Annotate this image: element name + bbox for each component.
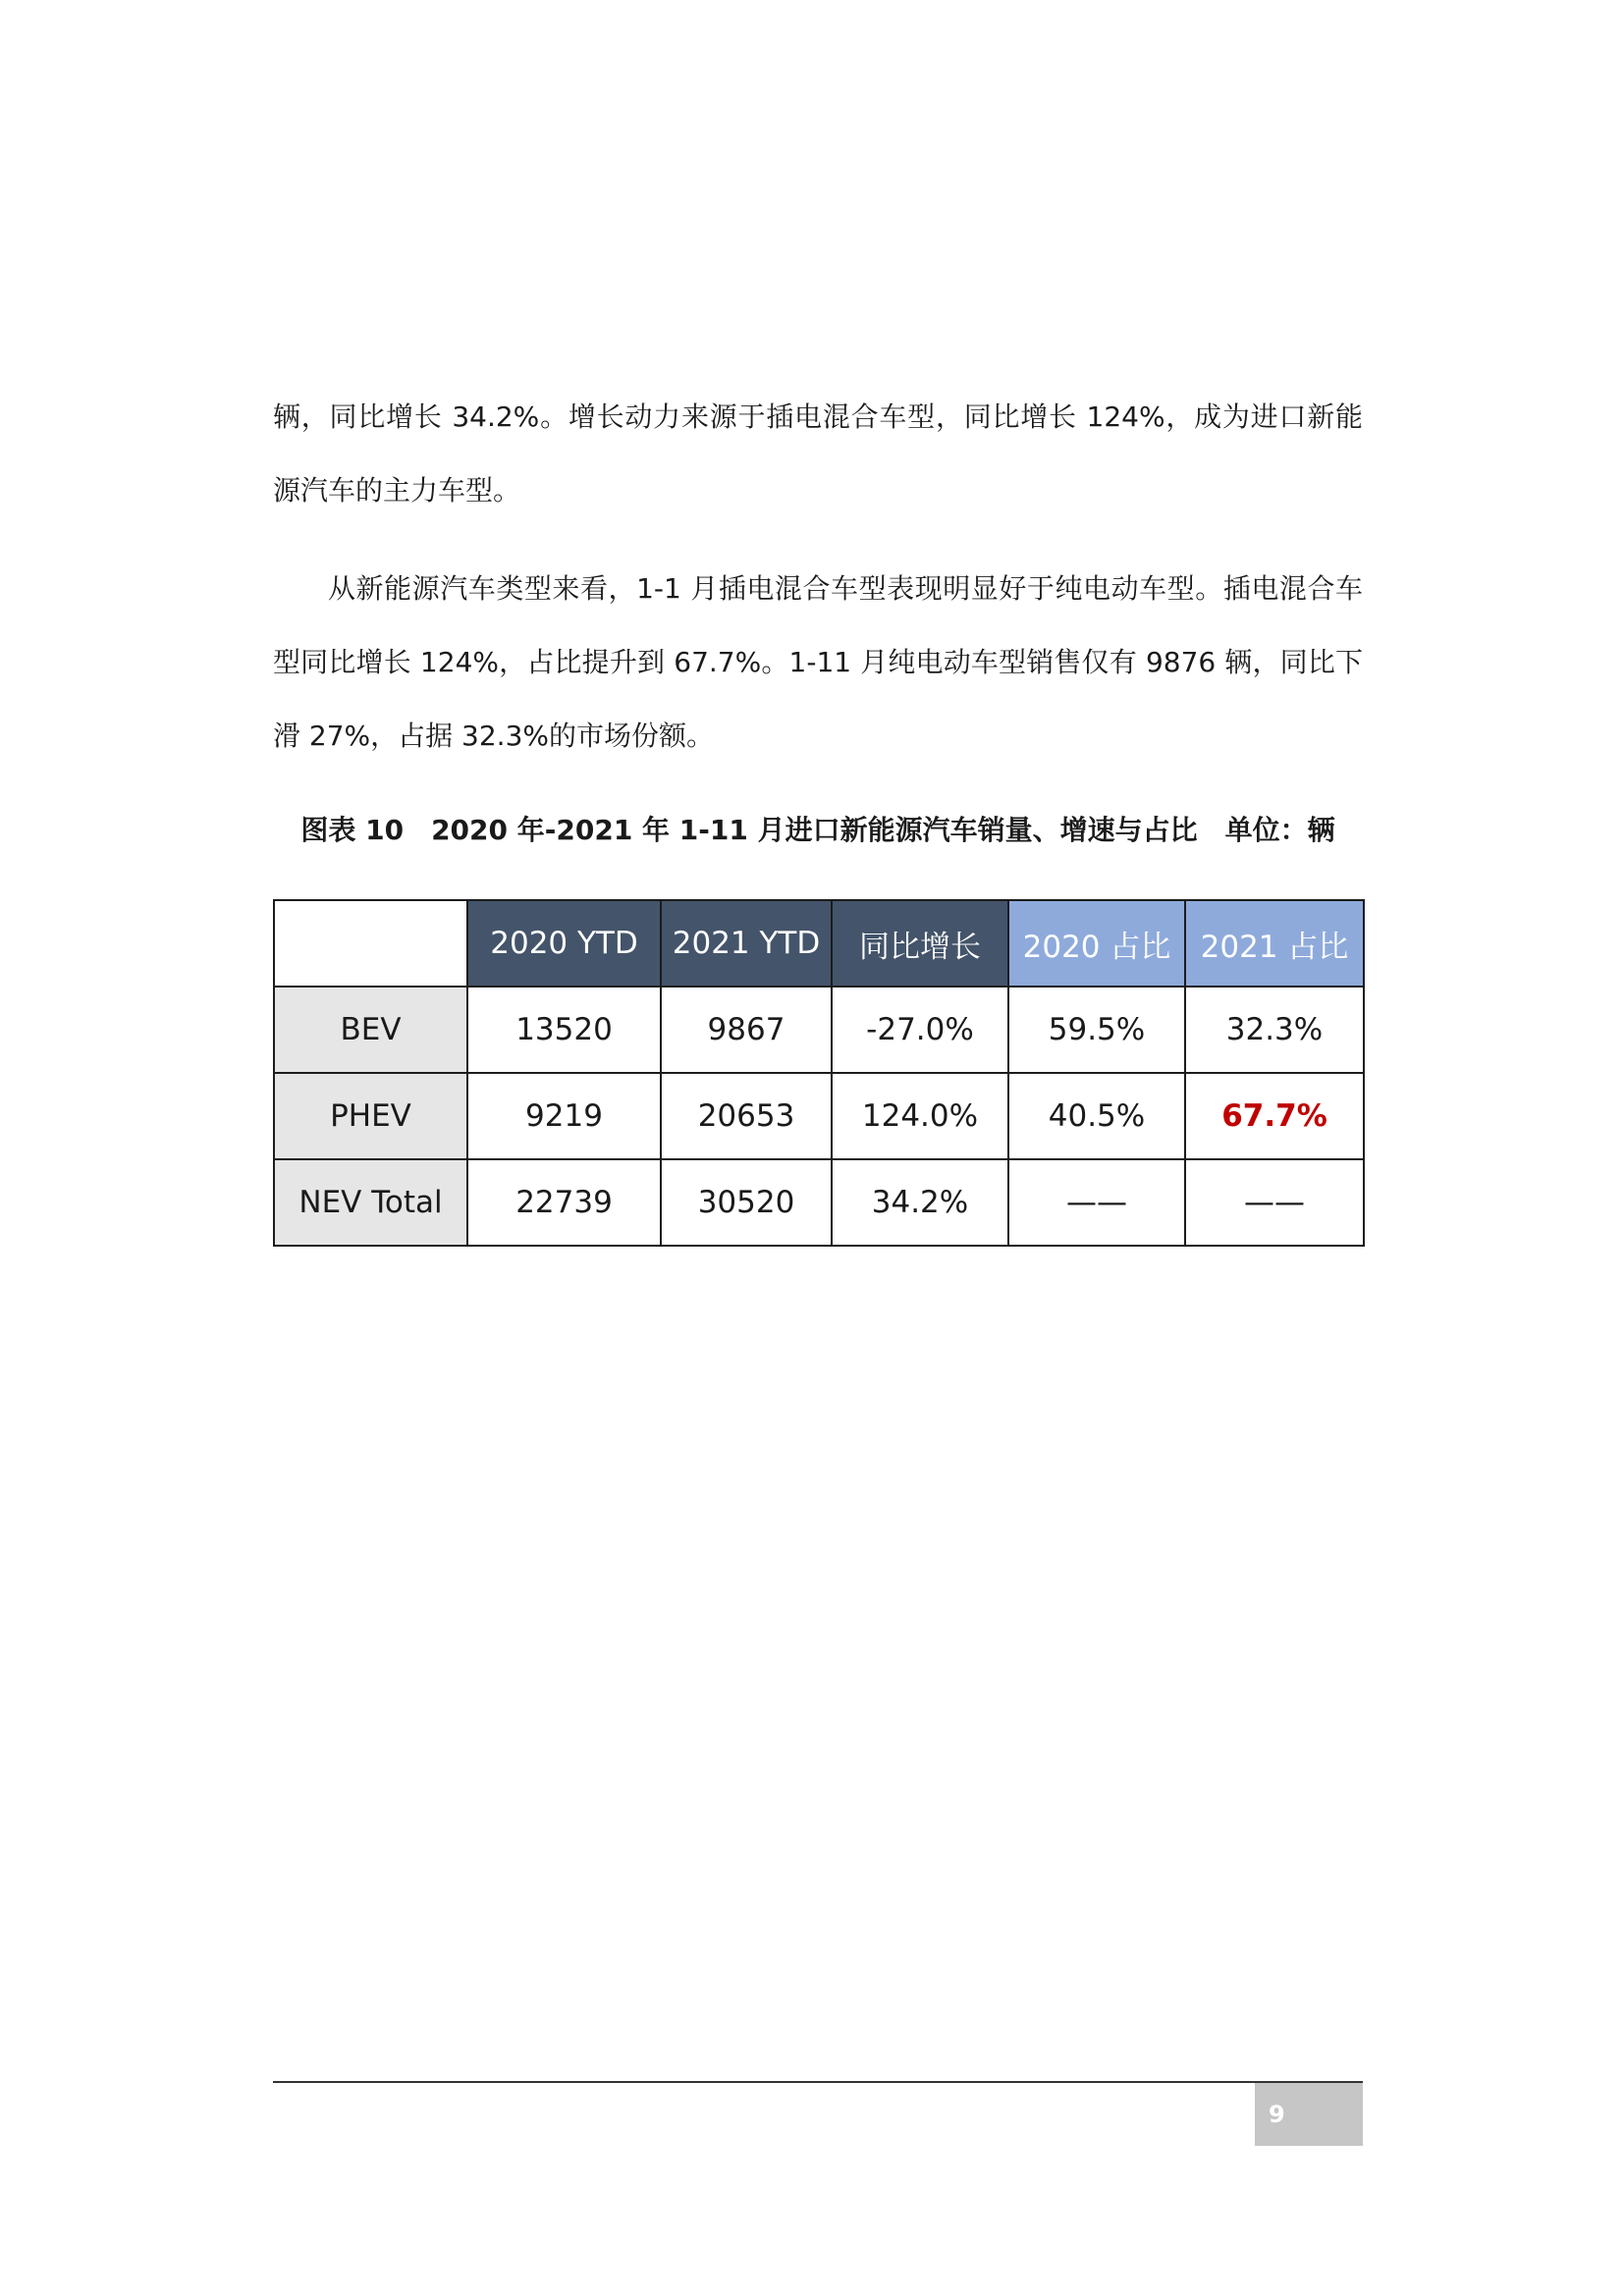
body-paragraph-1: 辆，同比增长 34.2%。增长动力来源于插电混合车型，同比增长 124%，成为进口新能源汽车的主力车型。 <box>273 400 1363 507</box>
phev-2020-ytd: 9219 <box>467 1073 661 1159</box>
body-paragraph-2: 从新能源汽车类型来看，1-1 月插电混合车型表现明显好于纯电动车型。插电混合车型同比增长 124%，占比提升到 67.7%。1-11 月纯电动车型销售仅有 9876 辆，同比下滑 27%，占据 32.3%的市场份额。 <box>273 572 1363 752</box>
header-2020-ytd: 2020 YTD <box>467 900 661 987</box>
nev-total-yoy-growth: 34.2% <box>832 1159 1008 1246</box>
bev-2021-ytd: 9867 <box>661 987 832 1073</box>
phev-2021-ytd: 20653 <box>661 1073 832 1159</box>
bev-yoy-growth: -27.0% <box>832 987 1008 1073</box>
phev-yoy-growth: 124.0% <box>832 1073 1008 1159</box>
footer-divider <box>273 2081 1363 2083</box>
bev-2020-share: 59.5% <box>1008 987 1185 1073</box>
header-2021-share: 2021 占比 <box>1185 900 1364 987</box>
phev-2020-share: 40.5% <box>1008 1073 1185 1159</box>
page-number-box <box>1255 2083 1363 2146</box>
page-number: 9 <box>1269 2101 1285 2128</box>
bev-2021-share: 32.3% <box>1185 987 1364 1073</box>
header-2021-ytd: 2021 YTD <box>661 900 832 987</box>
table-caption: 图表 10 2020 年-2021 年 1-11 月进口新能源汽车销量、增速与占比 单位：辆 <box>300 814 1335 846</box>
row-label-phev: PHEV <box>274 1073 467 1159</box>
phev-2021-share: 67.7% <box>1185 1073 1364 1159</box>
header-corner-cell <box>274 900 467 987</box>
table-header-row <box>274 900 1364 987</box>
nev-total-2020-share: —— <box>1008 1159 1185 1246</box>
table-row-bev <box>274 987 1364 1073</box>
sales-table <box>273 899 1365 1247</box>
table-row-phev <box>274 1073 1364 1159</box>
bev-2020-ytd: 13520 <box>467 987 661 1073</box>
row-label-bev: BEV <box>274 987 467 1073</box>
nev-total-2021-share: —— <box>1185 1159 1364 1246</box>
table-row-nev-total <box>274 1159 1364 1246</box>
header-yoy-growth: 同比增长 <box>832 900 1008 987</box>
nev-total-2020-ytd: 22739 <box>467 1159 661 1246</box>
row-label-nev-total: NEV Total <box>274 1159 467 1246</box>
nev-total-2021-ytd: 30520 <box>661 1159 832 1246</box>
header-2020-share: 2020 占比 <box>1008 900 1185 987</box>
